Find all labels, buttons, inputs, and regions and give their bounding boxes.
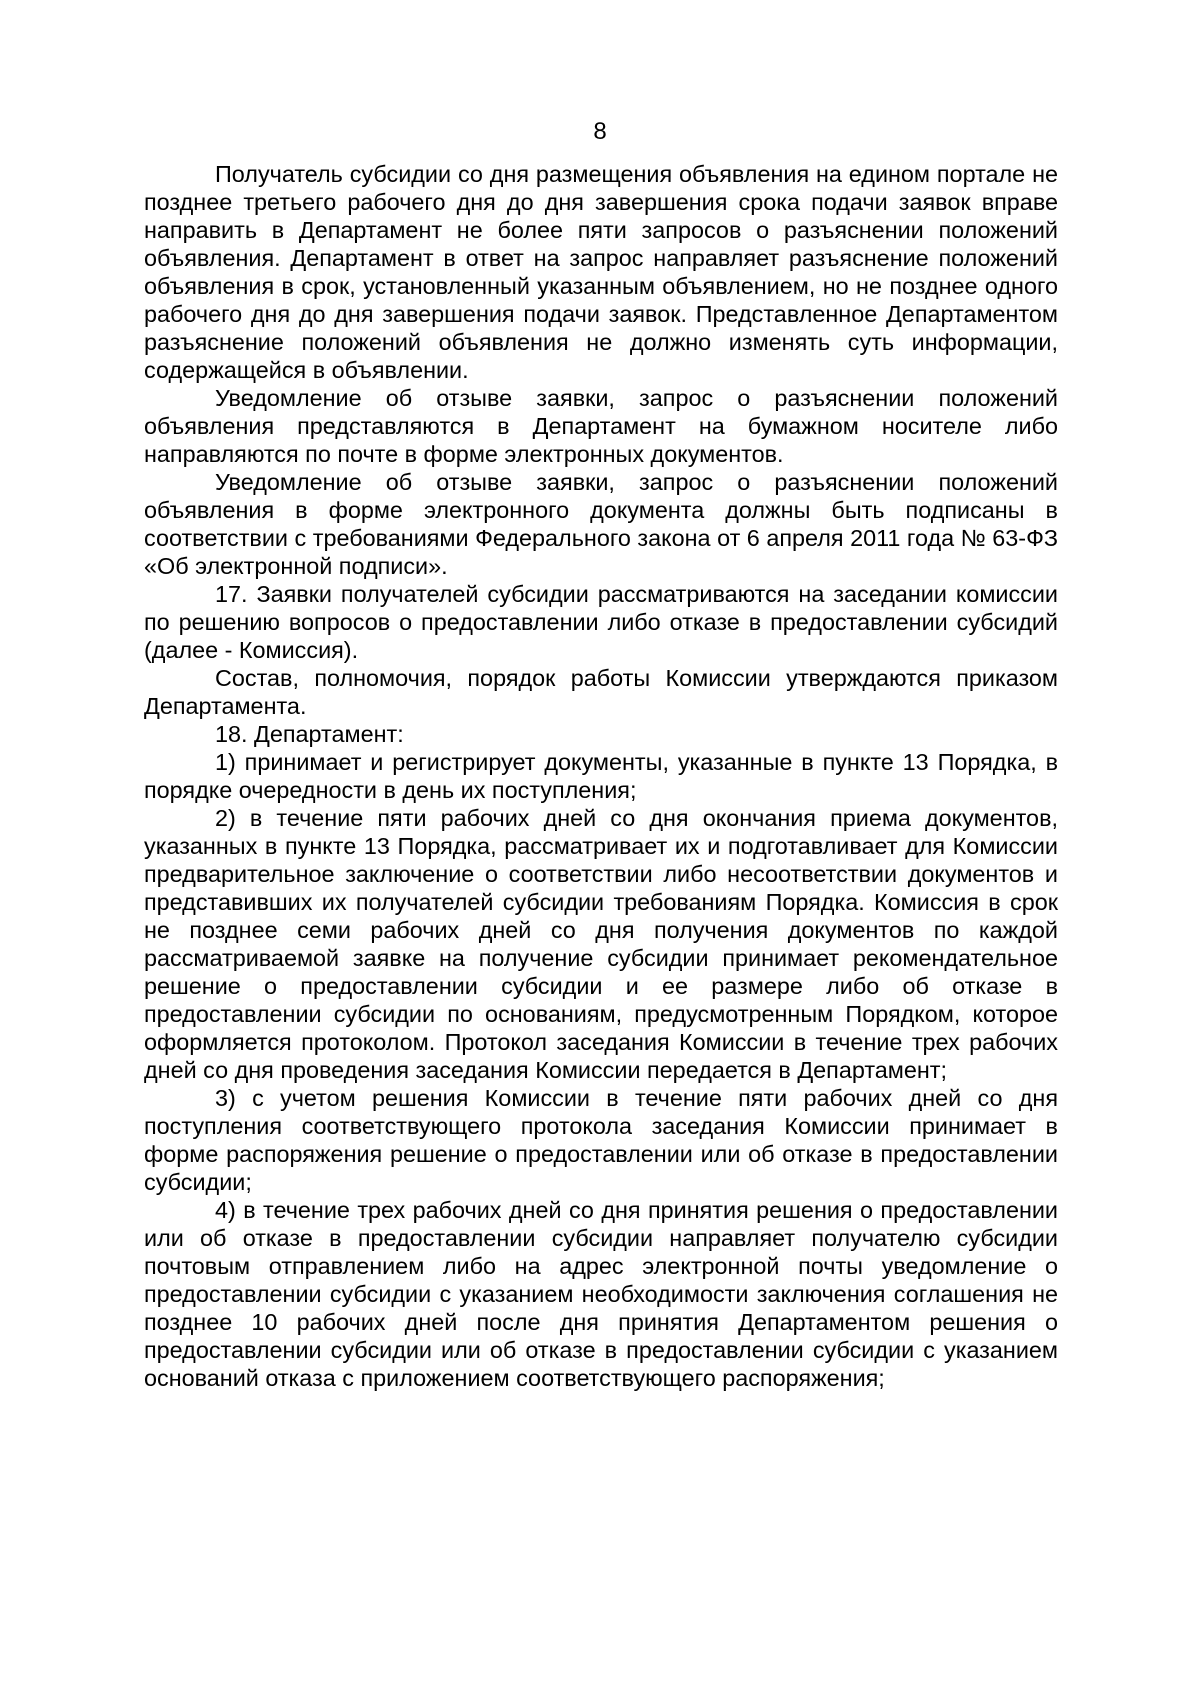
document-body — [144, 160, 1058, 1392]
paragraph-item-18-1: 1) принимает и регистрирует документы, указанные в пункте 13 Порядка, в порядке очередности в день их поступления; — [144, 749, 1058, 803]
paragraph-commission-composition: Состав, полномочия, порядок работы Комиссии утверждаются приказом Департамента. — [144, 665, 1058, 719]
paragraph-item-18-4: 4) в течение трех рабочих дней со дня принятия решения о предоставлении или об отказе в предоставлении субсидии направляет получателю субсидии почтовым отправлением либо на адрес электронной почты уведомление о предоставлении субсидии с указанием необходимости заключения соглашения не позднее 10 рабочих дней после дня принятия Департаментом решения о предоставлении субсидии или об отказе в предоставлении субсидии с указанием оснований отказа с приложением соответствующего распоряжения; — [144, 1197, 1058, 1391]
paragraph-item-18-3: 3) с учетом решения Комиссии в течение пяти рабочих дней со дня поступления соответствующего протокола заседания Комиссии принимает в форме распоряжения решение о предоставлении или об отказе в предоставлении субсидии; — [144, 1085, 1058, 1195]
page-number: 8 — [593, 118, 607, 145]
paragraph-withdrawal-notice-electronic: Уведомление об отзыве заявки, запрос о разъяснении положений объявления в форме электронного документа должны быть подписаны в соответствии с требованиями Федерального закона от 6 апреля 2011 года № 63-ФЗ «Об электронной подписи». — [144, 469, 1058, 579]
paragraph-item-17: 17. Заявки получателей субсидии рассматриваются на заседании комиссии по решению вопросов о предоставлении либо отказе в предоставлении субсидий (далее - Комиссия). — [144, 581, 1058, 663]
paragraph-item-18-2: 2) в течение пяти рабочих дней со дня окончания приема документов, указанных в пункте 13 Порядка, рассматривает их и подготавливает для Комиссии предварительное заключение о соответствии либо несоответствии документов и представивших их получателей субсидии требованиям Порядка. Комиссия в срок не позднее семи рабочих дней со дня получения документов по каждой рассматриваемой заявке на получение субсидии принимает рекомендательное решение о предоставлении субсидии и ее размере либо об отказе в предоставлении субсидии по основаниям, предусмотренным Порядком, которое оформляется протоколом. Протокол заседания Комиссии в течение трех рабочих дней со дня проведения заседания Комиссии передается в Департамент; — [144, 805, 1058, 1083]
paragraph-withdrawal-notice-paper: Уведомление об отзыве заявки, запрос о разъяснении положений объявления представляются в Департамент на бумажном носителе либо направляются по почте в форме электронных документов. — [144, 385, 1058, 467]
paragraph-clarification-requests: Получатель субсидии со дня размещения объявления на едином портале не позднее третьего рабочего дня до дня завершения срока подачи заявок вправе направить в Департамент не более пяти запросов о разъяснении положений объявления. Департамент в ответ на запрос направляет разъяснение положений объявления в срок, установленный указанным объявлением, но не позднее одного рабочего дня до дня завершения подачи заявок. Представленное Департаментом разъяснение положений объявления не должно изменять суть информации, содержащейся в объявлении. — [144, 161, 1058, 383]
paragraph-item-18: 18. Департамент: — [215, 721, 404, 747]
